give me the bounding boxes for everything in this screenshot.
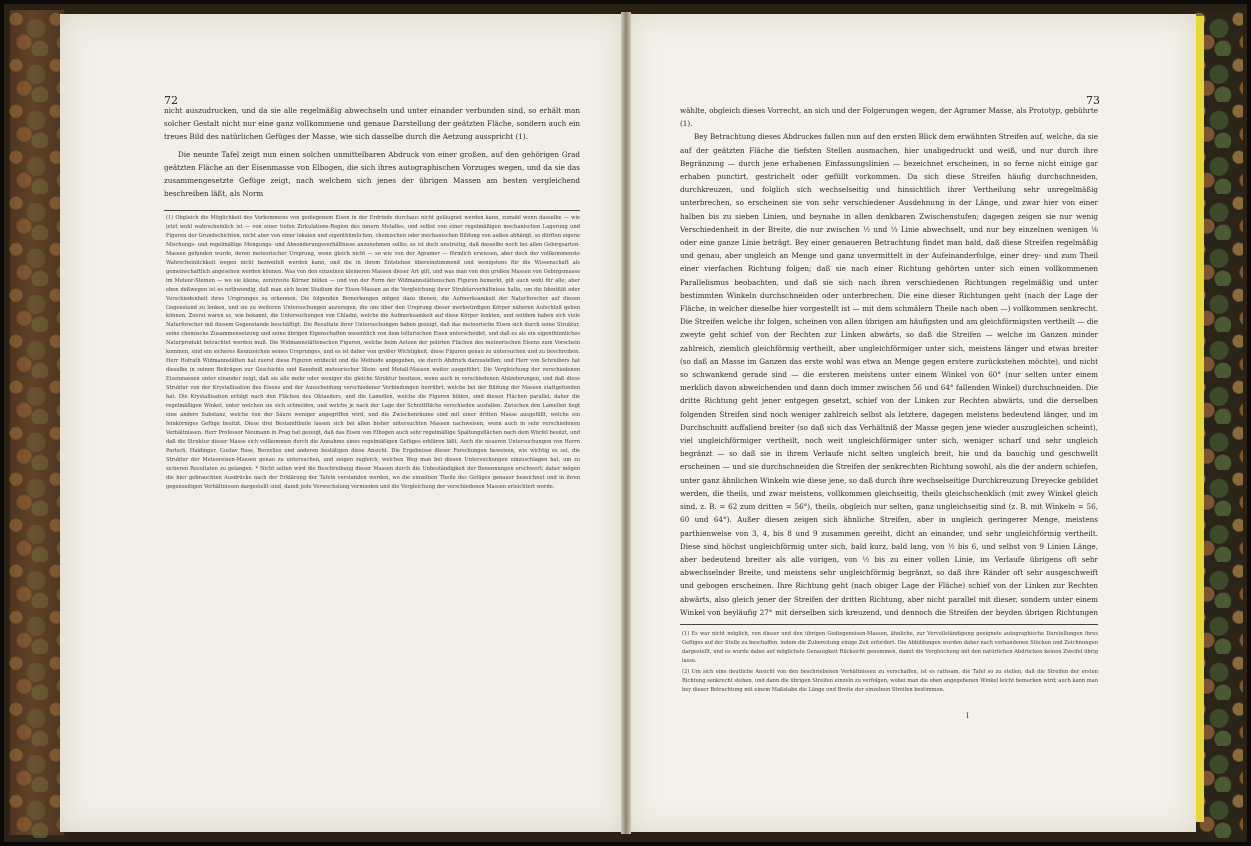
leather-spine-left — [10, 10, 64, 835]
right-page-number: 73 — [1086, 94, 1100, 107]
right-paragraph-2: Bey Betrachtung dieses Abdruckes fallen nun auf den ersten Blick dem erwähnten Streifen auf, welche, da sie auf der geätzten Fläche die tiefsten Stellen ausmachen, hier unabgedruckt und weiß, und nur durch ihre Begränzung — durch jene erhabenen Einfassungslinien — bezeichnet erscheinen, in so ferne nicht einige gar erhaben punctirt, gestrichelt oder gefüllt vorkommen. Da sich diese Streifen häufig durchschneiden, durchkreuzen, und folglich sich wechselseitig und hinsichtlich ihrer Vertheilung sehr unregelmäßig unterbrechen, so erscheinen sie von sehr verschiedener Ausdehnung in der Länge, und zwar hier von einer halben bis zu sieben Linien, und beynahe in allen denkbaren Zwischenstufen; dagegen zeigen sie nur wenig Verschiedenheit in der Breite, die nur zwischen ½ und ⅓ Linie abwechselt, und nur bey einzelnen wenigen ⅛ oder eine ganze Linie beträgt. Bey einer genaueren Betrachtung findet man bald, daß diese Streifen regelmäßig und genau, aber ungleich an Menge und ganz unvermittelt in der Aufeinanderfolge, einer drey- und zum Theil einer vierfachen Richtung folgen; daß sie nach einer Richtung gehörten unter sich einen vollkommenen Parallelismus beobachten, und daß sie sich nach ihren verschiedenen Richtungen regelmäßig und unter bestimmten Winkeln durchschneiden oder unterbrechen. Die eine dieser Richtungen geht (nach der Lage der Fläche, in welcher dieselbe hier vorgestellt ist — mit dem schmälern Theile nach oben —) vollkommen senkrecht. Die Streifen welche ihr folgen, scheinen von allen übrigen am häufigsten und am gleichförmigsten vertheilt — die zweyte geht schief von der Rechten zur Linken abwärts, so daß die Streifen — welche im Ganzen minder zahlreich, ziemlich gleichförmig vertheilt, aber ungleichförmiger unter sich, meistens länger und etwas breiter (so daß an Masse im Ganzen das erste wohl was etwa an Menge gegen erstere zurückstehen möchte), und nicht so schwankend gerade sind — die ersteren meistens unter einem Winkel von 60° (nur selten unter einem merklich davon abweichenden und dann doch immer zwischen 56 und 64° fallenden Winkel) durchschneiden. Die dritte Richtung geht jener entgegen gesetzt, schief von der Linken zur Rechten abwärts, und die derselben folgenden Streifen sind noch weniger zahlreich selbst als letztere, dagegen meistens bedeutend länger, und im Durchschnitt auffallend breiter (so daß sich das Verhältniß der Masse gegen jene wieder auszugleichen scheint), viel ungleichförmiger vertheilt, noch weit ungleichförmiger unter sich, weniger scharf und sehr ungleich begränzt — so daß sie in ihrem Verlaufe nicht selten ungleich breit, hie und da bauchig und geschwellt erscheinen — und sie durchschneiden die Streifen der senkrechten Richtung sowohl, als die der andern schiefen, unter ganz ähnlichen Winkeln wie diese jene, so daß durch ihre wechselseitige Durchkreuzung Dreyecke gebildet werden, die theils, und zwar meistens, vollkommen gleichseitig, theils gleichschenklich (mit zwey Winkel gleich sind, z. B. = 62 zum dritten = 56°), theils, obgleich nur selten, ganz ungleichseitig sind (z. B. mit Winkeln = 56, 60 und 64°). Außer diesen zeigen sich ähnliche Streifen, aber in ungleich geringerer Menge, meistens parthienweise von 3, 4, bis 8 und 9 zusammen gereiht, dicht an einander, und sehr ungleichförmig vertheilt. Diese sind höchst ungleichförmig unter sich, bald kurz, bald lang, von ½ bis 6, und selbst von 9 Linien Länge, aber bedeutend breiter als alle vorigen, von ½ bis zu einer vollen Linie, im Verlaufe übrigens oft sehr abwechselnder Breite, und meistens sehr ungleichförmig begränzt, so daß ihre Ränder oft sehr ausgeschweift und gebogen erscheinen. Ihre Richtung geht (nach obiger Lage der Fläche) schief von der Linken zur Rechten abwärts, also gleich jener der Streifen der dritten Richtung, aber nicht parallel mit dieser, sondern unter einem Winkel von beyläufig 27° mit derselben sich kreuzend, und dennoch die Streifen der beyden übrigen Richtungen — [680, 132, 1098, 617]
left-body-text — [164, 104, 580, 200]
right-footnote-rule — [680, 624, 1098, 625]
right-body-text — [680, 104, 1098, 620]
left-page-number: 72 — [164, 94, 178, 107]
right-footnote-1: (1) Es war nicht möglich, von dieser und den übrigen Gediegeneisen-Massen, ähnliche, zur Vervollständigung geeignete autographische Darstellungen ihres Gefüges auf der Stelle zu beschaffen, indem die Zubereitung einige Zeit erfordert. Die Abbildungen wurden daher nach vorhandenen Stücken und Zeichnungen dargestellt, und es wurde dabei auf möglichste Genauigkeit Rücksicht genommen, damit die Vergleichung mit den natürlichen Abdrücken keinen Zweifel übrig lasse. — [682, 631, 1098, 664]
book-gutter — [621, 12, 631, 834]
left-paragraph-2: Die neunte Tafel zeigt nun einen solchen unmittelbaren Abdruck von einer großen, auf den gehörigen Grad geätzten Fläche an der Eisenmasse von Elbogen, die sich ihres autographischen Vorzuges wegen, und da sie das zusammengesetzte Gefüge zeigt, nach welchem sich jenes der übrigen Massen am besten vergleichend beschreiben läßt, als Norm — [164, 149, 580, 199]
left-footnote-rule — [164, 210, 580, 211]
right-footnotes — [682, 630, 1098, 710]
page-edge — [1196, 16, 1204, 822]
left-paragraph-1: nicht auszudrucken, und da sie alle regelmäßig abwechseln und unter einander verbunden sind, so erhält man solcher Gestalt nicht nur eine ganz vollkommene und genaue Darstellung der geätzten Fläche, sondern auch ein treues Bild des natürlichen Gefüges der Masse, wie sich dasselbe durch die Aetzung ausspricht (1). — [164, 106, 580, 142]
left-footnote: (1) Obgleich die Möglichkeit des Vorkommens von gediegenem Eisen in der Erdrinde durchaus nicht geläugnet werden kann, zumahl wenn dasselbe — wie jetzt wohl wahrscheinlich ist — von einer tiefen Zirkulations-Region des innern Metalles, und selbst von einer regelmäßigen mechanischen Lagerung und Figuren der Grundschichten, nicht aber von einer lokalen und eigenthümlichen, chemischen oder mechanischen Bildung von außen abhängt, so dürften eigene Mischungs- und regelmäßige Mengungs- und Absonderungsverhältnisse anzunehmen sollte; so ist doch unstreitig, daß dasselbe noch bei allen Gebirgsarten-Massen gefunden wurde, deren meteorischer Ursprung, wenn gleich nicht — so wie von der Agramer — förmlich erwiesen, aber doch der vollkommenste Wahrscheinlichkeit wegen nicht bezweifelt werden kann, und die in ihrem Entstehen übereinstimmend und wenigstens für die Wissenschaft als gemeinschaftlich angesehen werden können. Was von den einzelnen kleineren Massen dieser Art gilt, und was man von den großen Massen von Gebirgsmasse im Meteor-Steinen — wo sie kleine, zerstreute Körner bilden — und von der Form der Widmannstättenschen Figuren bemerkt, gilt auch wohl für alle; aber eben deßwegen ist es nothwendig, daß man sich beim Studium der Eisen-Massen an die Vergleichung ihrer Strukturverhältnisse halte, um die Identität oder Verschiedenheit ihres Ursprunges zu erkennen. Die folgenden Bemerkungen mögen dazu dienen, die Aufmerksamkeit der Naturforscher auf diesen Gegenstand zu lenken, und sie zu weiteren Untersuchungen anzuregen, die uns über den Ursprung dieser merkwürdigen Körper näheren Aufschluß geben können. Zuerst waren es, wie bekannt, die Untersuchungen von Chladni, welche die Aufmerksamkeit auf diese Körper lenkten, und seitdem haben sich viele Naturforscher mit diesem Gegenstande beschäftigt. Die Resultate ihrer Untersuchungen haben gezeigt, daß das meteorische Eisen sich durch seine Struktur, seine chemische Zusammensetzung und seine übrigen Eigenschaften wesentlich von dem tellurischen Eisen unterscheidet, und daß es als ein eigenthümliches Naturprodukt betrachtet werden muß. Die Widmannstättenschen Figuren, welche beim Aetzen der polirten Flächen des meteorischen Eisens zum Vorschein kommen, sind ein sicheres Kennzeichen seines Ursprunges, und es ist daher von großer Wichtigkeit, diese Figuren genau zu untersuchen und zu beschreiben. Herr Hofrath Widmannstätten hat zuerst diese Figuren entdeckt und die Methode angegeben, sie durch Abdruck darzustellen; und Herr von Schreibers hat dieselbe in seinen Beiträgen zur Geschichte und Kenntniß meteorischer Stein- und Metall-Massen weiter ausgeführt. Die Vergleichung der verschiedenen Eisenmassen unter einander zeigt, daß sie alle mehr oder weniger die gleiche Struktur besitzen, wenn auch in verschiedenen Abänderungen, und daß diese Struktur von der Krystallisation des Eisens und der Ausscheidung verschiedener Verbindungen herrührt, welche bei der Bildung der Massen stattgefunden hat. Die Krystallisation erfolgt nach den Flächen des Oktaeders, und die Lamellen, welche die Figuren bilden, sind diesen Flächen parallel; daher die regelmäßigen Winkel, unter welchen sie sich schneiden, und welche je nach der Lage der Schnittfläche verschieden ausfallen. Zwischen den Lamellen liegt eine andere Substanz, welche von der Säure weniger angegriffen wird, und die Zwischenräume sind mit einer dritten Masse ausgefüllt, welche ein feinkörniges Gefüge besitzt. Diese drei Bestandtheile lassen sich bei allen bisher untersuchten Massen nachweisen, wenn auch in sehr verschiedenen Verhältnissen. Herr Professor Neumann in Prag hat gezeigt, daß das Eisen von Elbogen auch sehr regelmäßige Spaltungsflächen nach dem Würfel besitzt, und daß die Struktur dieser Masse sich vollkommen durch die Annahme eines regelmäßigen Gefüges erklären läßt. Auch die neueren Untersuchungen von Herrn Partsch, Haidinger, Gustav Rose, Berzelius und anderen bestätigen diese Ansicht. Die Ergebnisse dieser Forschungen beweisen, wie wichtig es sei, die Struktur der Meteoreisen-Massen genau zu untersuchen, und zeigen zugleich, welchen Weg man bei diesen Untersuchungen einzuschlagen hat, um zu sicheren Resultaten zu gelangen. * Nicht selten wird die Beschreibung dieser Massen durch die Unbeständigkeit der Benennungen erschwert; daher mögen die hier gebrauchten Ausdrücke nach der Erklärung der Tafeln verstanden werden, wo die einzelnen Theile des Gefüges genauer bezeichnet und in ihren gegenseitigen Verhältnissen dargestellt sind, damit jede Verwechslung vermieden und die Vergleichung der verschiedenen Massen erleichtert werde. — [166, 215, 580, 490]
right-paragraph-1: wählte, obgleich dieses Vorrecht, an sich und der Folgerungen wegen, der Agramer Masse, als Prototyp, gebührte (1). — [680, 106, 1098, 129]
right-footnote-2: (2) Um sich eine deutliche Ansicht von den beschriebenen Verhältnissen zu verschaffen, ist es rathsam, die Tafel so zu stellen, daß die Streifen der ersten Richtung senkrecht stehen, und dann die übrigen Streifen einzeln zu verfolgen, wobei man die oben angegebenen Winkel leicht bemerken wird; auch kann man bey dieser Betrachtung mit einem Maßstabe die Länge und Breite der einzelnen Streifen bestimmen. — [682, 668, 1098, 693]
signature-mark: I — [966, 712, 969, 720]
